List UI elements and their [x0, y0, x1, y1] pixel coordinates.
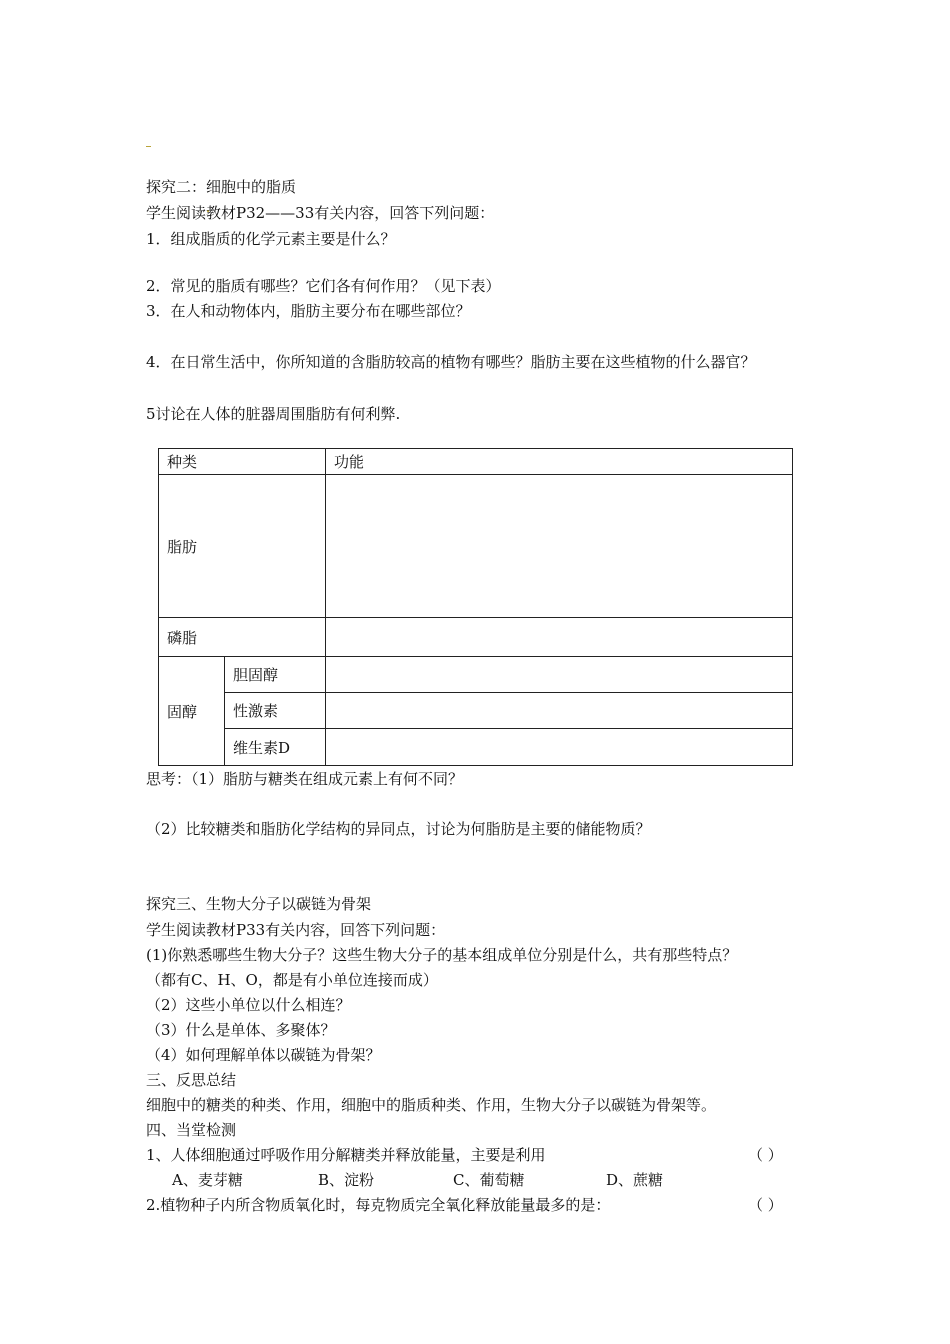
- section2-q2: 2．常见的脂质有哪些？它们各有何作用？（见下表）: [146, 277, 501, 295]
- test-q1-option-a: A、麦芽糖: [172, 1171, 243, 1189]
- section2-q4: 4．在日常生活中，你所知道的含脂肪较高的植物有哪些？脂肪主要在这些植物的什么器官？: [146, 353, 756, 371]
- section2-title: 探究二：细胞中的脂质: [146, 178, 297, 196]
- header-kind: 种类: [159, 449, 326, 475]
- row-phospholipid-label: 磷脂: [159, 618, 326, 657]
- header-function: 功能: [326, 449, 793, 475]
- reflection-text: 细胞中的糖类的种类、作用，细胞中的脂质种类、作用，生物大分子以碳链为骨架等。: [146, 1096, 717, 1114]
- section3-q4: （4）如何理解单体以碳链为骨架？: [146, 1046, 381, 1064]
- row-cholesterol-function: [326, 657, 793, 693]
- row-sterol-label: 固醇: [159, 657, 225, 766]
- test-title: 四、当堂检测: [146, 1121, 237, 1139]
- section3-q1: (1)你熟悉哪些生物大分子？这些生物大分子的基本组成单位分别是什么，共有那些特点？: [146, 946, 738, 964]
- row-vitamin-d-label: 维生素D: [225, 729, 326, 766]
- section3-title: 探究三、生物大分子以碳链为骨架: [146, 895, 372, 913]
- section3-q1-answer: （都有C、H、O，都是有小单位连接而成）: [146, 971, 438, 989]
- think-q1: 思考：（1）脂肪与糖类在组成元素上有何不同？: [146, 770, 464, 788]
- test-q1: 1、人体细胞通过呼吸作用分解糖类并释放能量，主要是利用: [146, 1146, 546, 1164]
- test-q1-answer-blank: （ ）: [748, 1146, 783, 1164]
- row-cholesterol-label: 胆固醇: [225, 657, 326, 693]
- row-vitamin-d-function: [326, 729, 793, 766]
- section2-q3: 3．在人和动物体内，脂肪主要分布在哪些部位？: [146, 302, 471, 320]
- think-q2: （2）比较糖类和脂肪化学结构的异同点，讨论为何脂肪是主要的储能物质？: [146, 820, 651, 838]
- test-q1-option-d: D、蔗糖: [606, 1171, 664, 1189]
- row-sex-hormone-label: 性激素: [225, 693, 326, 729]
- test-q1-option-b: B、淀粉: [318, 1171, 375, 1189]
- section2-q5: 5讨论在人体的脏器周围脂肪有何利弊.: [146, 405, 401, 423]
- row-sex-hormone-function: [326, 693, 793, 729]
- row-fat-label: 脂肪: [159, 475, 326, 618]
- section3-q2: （2）这些小单位以什么相连？: [146, 996, 351, 1014]
- lipid-table: [158, 448, 793, 766]
- section2-intro: 学生阅读教材P32——33有关内容，回答下列问题：: [146, 204, 495, 222]
- section2-q1: 1．组成脂质的化学元素主要是什么？: [146, 230, 396, 248]
- row-fat-function: [326, 475, 793, 618]
- section3-intro: 学生阅读教材P33有关内容，回答下列问题：: [146, 921, 446, 939]
- test-q2-answer-blank: （ ）: [748, 1196, 783, 1214]
- test-q2: 2.植物种子内所含物质氧化时，每克物质完全氧化释放能量最多的是：: [146, 1196, 611, 1214]
- header-mark: [146, 146, 151, 147]
- reflection-title: 三、反思总结: [146, 1071, 237, 1089]
- test-q1-option-c: C、葡萄糖: [453, 1171, 525, 1189]
- section3-q3: （3）什么是单体、多聚体？: [146, 1021, 336, 1039]
- row-phospholipid-function: [326, 618, 793, 657]
